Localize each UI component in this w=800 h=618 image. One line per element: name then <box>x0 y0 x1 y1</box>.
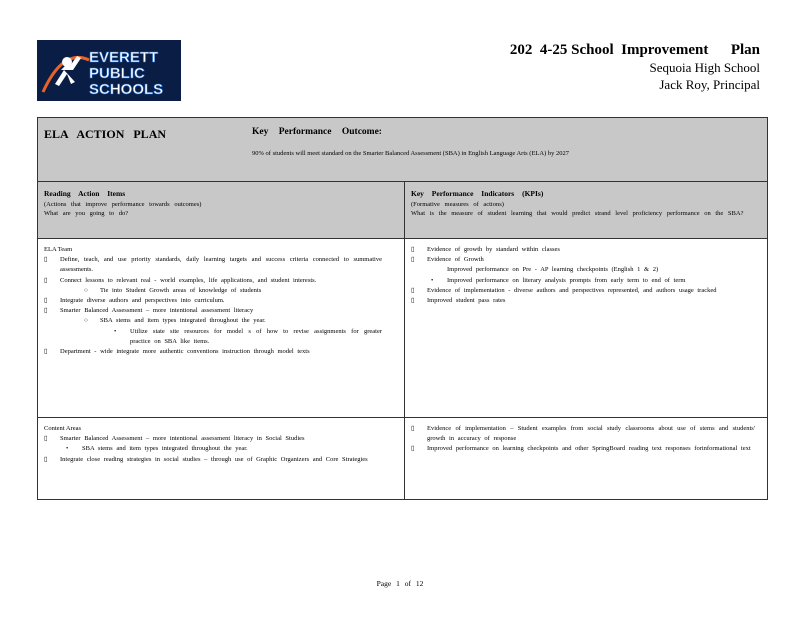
content-areas-heading: Content Areas <box>44 425 82 432</box>
reading-subtitle-actions: (Actions that improve performance towards outcomes) <box>44 201 202 208</box>
action-plan-title: ELA ACTION PLAN <box>44 127 167 141</box>
list-item: ▯ Evidence of Growth <box>411 255 755 265</box>
document-header <box>510 42 760 93</box>
dot-bullet-icon: • <box>431 276 434 284</box>
key-performance-outcome-label: Key Performance Outcome: <box>252 127 382 137</box>
dot-bullet-icon: • <box>114 327 117 335</box>
logo-line-public: PUBLIC <box>89 65 145 82</box>
page-number: Page 1 of 12 <box>376 579 424 588</box>
circle-bullet-icon: ○ <box>84 317 88 325</box>
square-bullet-icon: ▯ <box>411 286 415 294</box>
column-divider <box>404 239 405 500</box>
reading-action-items-title: Reading Action Items <box>44 189 126 198</box>
list-item: ▯ Smarter Balanced Assessment – more intentional assessment literacy in Social Studies <box>44 434 382 444</box>
list-item: ▯ Connect lessons to relevant real - world examples, life applications, and student interests. <box>44 276 382 286</box>
square-bullet-icon: ▯ <box>411 445 415 453</box>
square-bullet-icon: ▯ <box>44 307 48 315</box>
list-item: ▯ Integrate diverse authors and perspectives into curriculum. <box>44 296 382 306</box>
kpi-title: Key Performance Indicators (KPIs) <box>411 189 544 198</box>
square-bullet-icon: ▯ <box>44 455 48 463</box>
kpi-subtitle-measures: (Formative measures of actions) <box>411 201 504 208</box>
school-name: Sequoia High School <box>649 60 760 75</box>
list-item: Improved performance on Pre - AP learning checkpoints (English 1 & 2) <box>447 266 659 274</box>
plan-title: 202 4-25 School Improvement Plan <box>509 42 760 58</box>
logo-line-schools: SCHOOLS <box>89 81 164 98</box>
kpi-subtitle-question: What is the measure of student learning that would predict strand level proficiency performance on the SBA? <box>411 210 744 217</box>
content-kpi-cell <box>411 424 755 455</box>
square-bullet-icon: ▯ <box>44 435 48 443</box>
ela-kpi-cell <box>411 245 755 306</box>
square-bullet-icon: ▯ <box>411 246 415 253</box>
square-bullet-icon: ▯ <box>44 256 48 264</box>
ela-team-heading: ELA Team <box>44 246 73 253</box>
reading-action-items-subtitle <box>44 200 394 218</box>
list-item: ▯ Improved student pass rates <box>411 296 755 306</box>
logo-line-everett: EVERETT <box>89 49 159 66</box>
list-item: • Utilize state site resources for model s of how to revise assignments for greater practice on SBA like items. <box>44 327 382 347</box>
ela-team-cell <box>44 245 382 357</box>
list-item: ▯ Integrate close reading strategies in social studies – through use of Graphic Organizers and Core Strategies <box>44 455 382 465</box>
ela-action-plan-table <box>37 117 768 500</box>
square-bullet-icon: ▯ <box>44 348 48 356</box>
list-item: ▯ Define, teach, and use priority standards, daily learning targets and success criteria connected to summative assessments. <box>44 255 382 275</box>
content-areas-cell <box>44 424 382 465</box>
circle-bullet-icon: ○ <box>84 286 88 294</box>
everett-public-schools-logo <box>37 40 181 101</box>
row-divider <box>38 417 767 418</box>
list-item: ▯ Evidence of implementation – Student examples from social study classrooms about use of stems and students' growth in accuracy of response <box>411 424 755 444</box>
reading-subtitle-question: What are you going to do? <box>44 210 129 217</box>
kpi-subtitle <box>411 200 761 218</box>
dot-bullet-icon: • <box>66 445 69 453</box>
square-bullet-icon: ▯ <box>411 256 415 264</box>
square-bullet-icon: ▯ <box>44 276 48 284</box>
list-item: ▯ Evidence of implementation - diverse authors and perspectives represented, and authors usage tracked <box>411 286 755 296</box>
list-item: ▯ Evidence of growth by standard within classes <box>411 245 755 255</box>
list-item: ▯ Department - wide integrate more authentic conventions instruction through model texts <box>44 347 382 357</box>
plan-header-bar <box>38 118 767 182</box>
square-bullet-icon: ▯ <box>44 297 48 305</box>
principal-name: Jack Roy, Principal <box>659 77 760 92</box>
list-item: • Improved performance on literary analysis prompts from early term to end of term <box>411 276 755 286</box>
list-item: ○ SBA stems and item types integrated throughout the year. <box>44 316 382 326</box>
square-bullet-icon: ▯ <box>411 297 415 305</box>
square-bullet-icon: ▯ <box>411 425 415 432</box>
list-item: ▯ Improved performance on learning checkpoints and other SpringBoard reading text responses forinformational text <box>411 444 755 454</box>
kpi-header <box>405 182 767 239</box>
reading-action-items-header <box>38 182 405 239</box>
list-item: • SBA stems and item types integrated throughout the year. <box>44 444 382 454</box>
key-performance-outcome-text: 90% of students will meet standard on the Smarter Balanced Assessment (SBA) in English Language Arts (ELA) by 2027 <box>252 150 569 157</box>
list-item: ○ Tie into Student Growth areas of knowledge of students <box>44 286 382 296</box>
list-item: ▯ Smarter Balanced Assessment – more intentional assessment literacy <box>44 306 382 316</box>
